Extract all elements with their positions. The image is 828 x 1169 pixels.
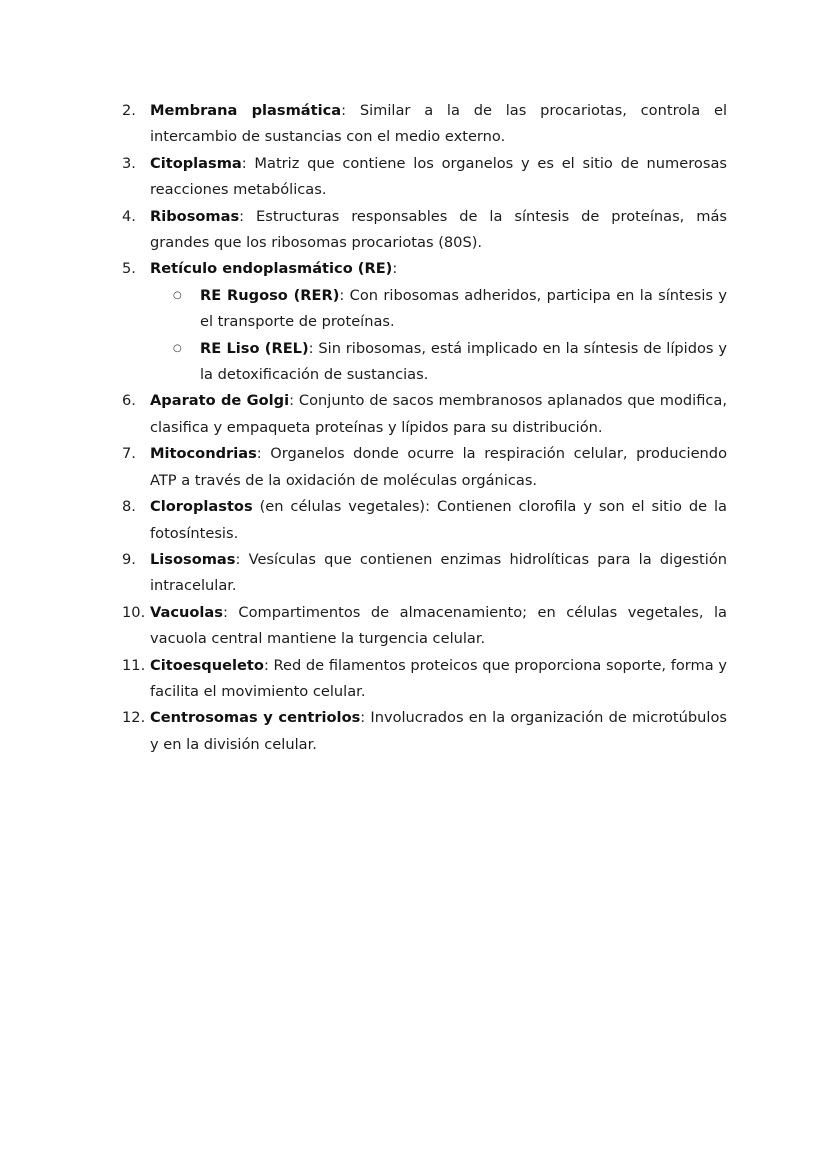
list-item	[122, 547, 727, 600]
item-term: Vacuolas	[150, 603, 223, 621]
item-number: 10.	[122, 603, 146, 621]
sublist	[150, 283, 727, 389]
subitem-term: RE Rugoso (RER)	[200, 286, 340, 304]
sublist-item	[150, 336, 727, 389]
item-text: : Estructuras responsables de la síntesis de proteínas, más grandes que los ribosomas procariotas (80S).	[150, 207, 727, 252]
item-text: : Conjunto de sacos membranosos aplanados que modifica, clasifica y empaqueta proteínas y lípidos para su distribución.	[150, 392, 727, 436]
subitem-text: : Con ribosomas adheridos, participa en la síntesis y el transporte de proteínas.	[200, 286, 727, 331]
item-text: : Matriz que contiene los organelos y es el sitio de numerosas reacciones metabólicas.	[150, 154, 727, 199]
item-number: 11.	[122, 656, 146, 674]
item-number: 12.	[122, 709, 146, 727]
item-term: Citoplasma	[150, 154, 242, 172]
item-term: Ribosomas	[150, 207, 240, 225]
item-term: Centrosomas y centriolos	[150, 709, 361, 727]
item-number: 6.	[122, 392, 136, 410]
list-item	[122, 256, 727, 388]
item-text: : Red de filamentos proteicos que proporciona soporte, forma y facilita el movimiento celular.	[150, 656, 727, 700]
item-term: Citoesqueleto	[150, 656, 264, 674]
subitem-term: RE Liso (REL)	[200, 339, 309, 357]
item-term: Cloroplastos	[150, 498, 253, 516]
item-text: :	[392, 260, 398, 278]
item-term: Membrana plasmática	[150, 102, 342, 119]
list-item	[122, 705, 727, 758]
list-item	[122, 98, 727, 151]
item-number: 2.	[122, 102, 136, 119]
list-item	[122, 441, 727, 494]
item-text: : Organelos donde ocurre la respiración celular, produciendo ATP a través de la oxidación de moléculas orgánicas.	[150, 445, 727, 489]
circle-bullet-icon: ○	[173, 342, 182, 354]
list-item	[122, 653, 727, 706]
list-item	[122, 494, 727, 547]
list-item	[122, 151, 727, 204]
sublist-item	[150, 283, 727, 336]
organelle-list	[122, 98, 727, 758]
item-number: 4.	[122, 207, 136, 225]
item-number: 5.	[122, 260, 136, 278]
item-term: Mitocondrias	[150, 445, 257, 463]
list-item	[122, 204, 727, 257]
item-text: : Compartimentos de almacenamiento; en células vegetales, la vacuola central mantiene la turgencia celular.	[150, 603, 727, 648]
item-text: : Involucrados en la organización de microtúbulos y en la división celular.	[150, 709, 727, 753]
item-text: : Similar a la de las procariotas, controla el intercambio de sustancias con el medio externo.	[150, 102, 727, 146]
list-item	[122, 600, 727, 653]
item-number: 8.	[122, 498, 136, 516]
list-item	[122, 388, 727, 441]
subitem-text: : Sin ribosomas, está implicado en la síntesis de lípidos y la detoxificación de sustancias.	[200, 339, 727, 384]
item-number: 3.	[122, 154, 136, 172]
item-number: 7.	[122, 445, 136, 463]
item-text: (en células vegetales): Contienen clorofila y son el sitio de la fotosíntesis.	[150, 498, 727, 542]
circle-bullet-icon: ○	[173, 289, 182, 301]
item-text: : Vesículas que contienen enzimas hidrolíticas para la digestión intracelular.	[150, 550, 727, 595]
item-number: 9.	[122, 550, 136, 568]
item-term: Retículo endoplasmático (RE)	[150, 260, 393, 278]
item-term: Aparato de Golgi	[150, 392, 290, 410]
item-term: Lisosomas	[150, 550, 236, 568]
